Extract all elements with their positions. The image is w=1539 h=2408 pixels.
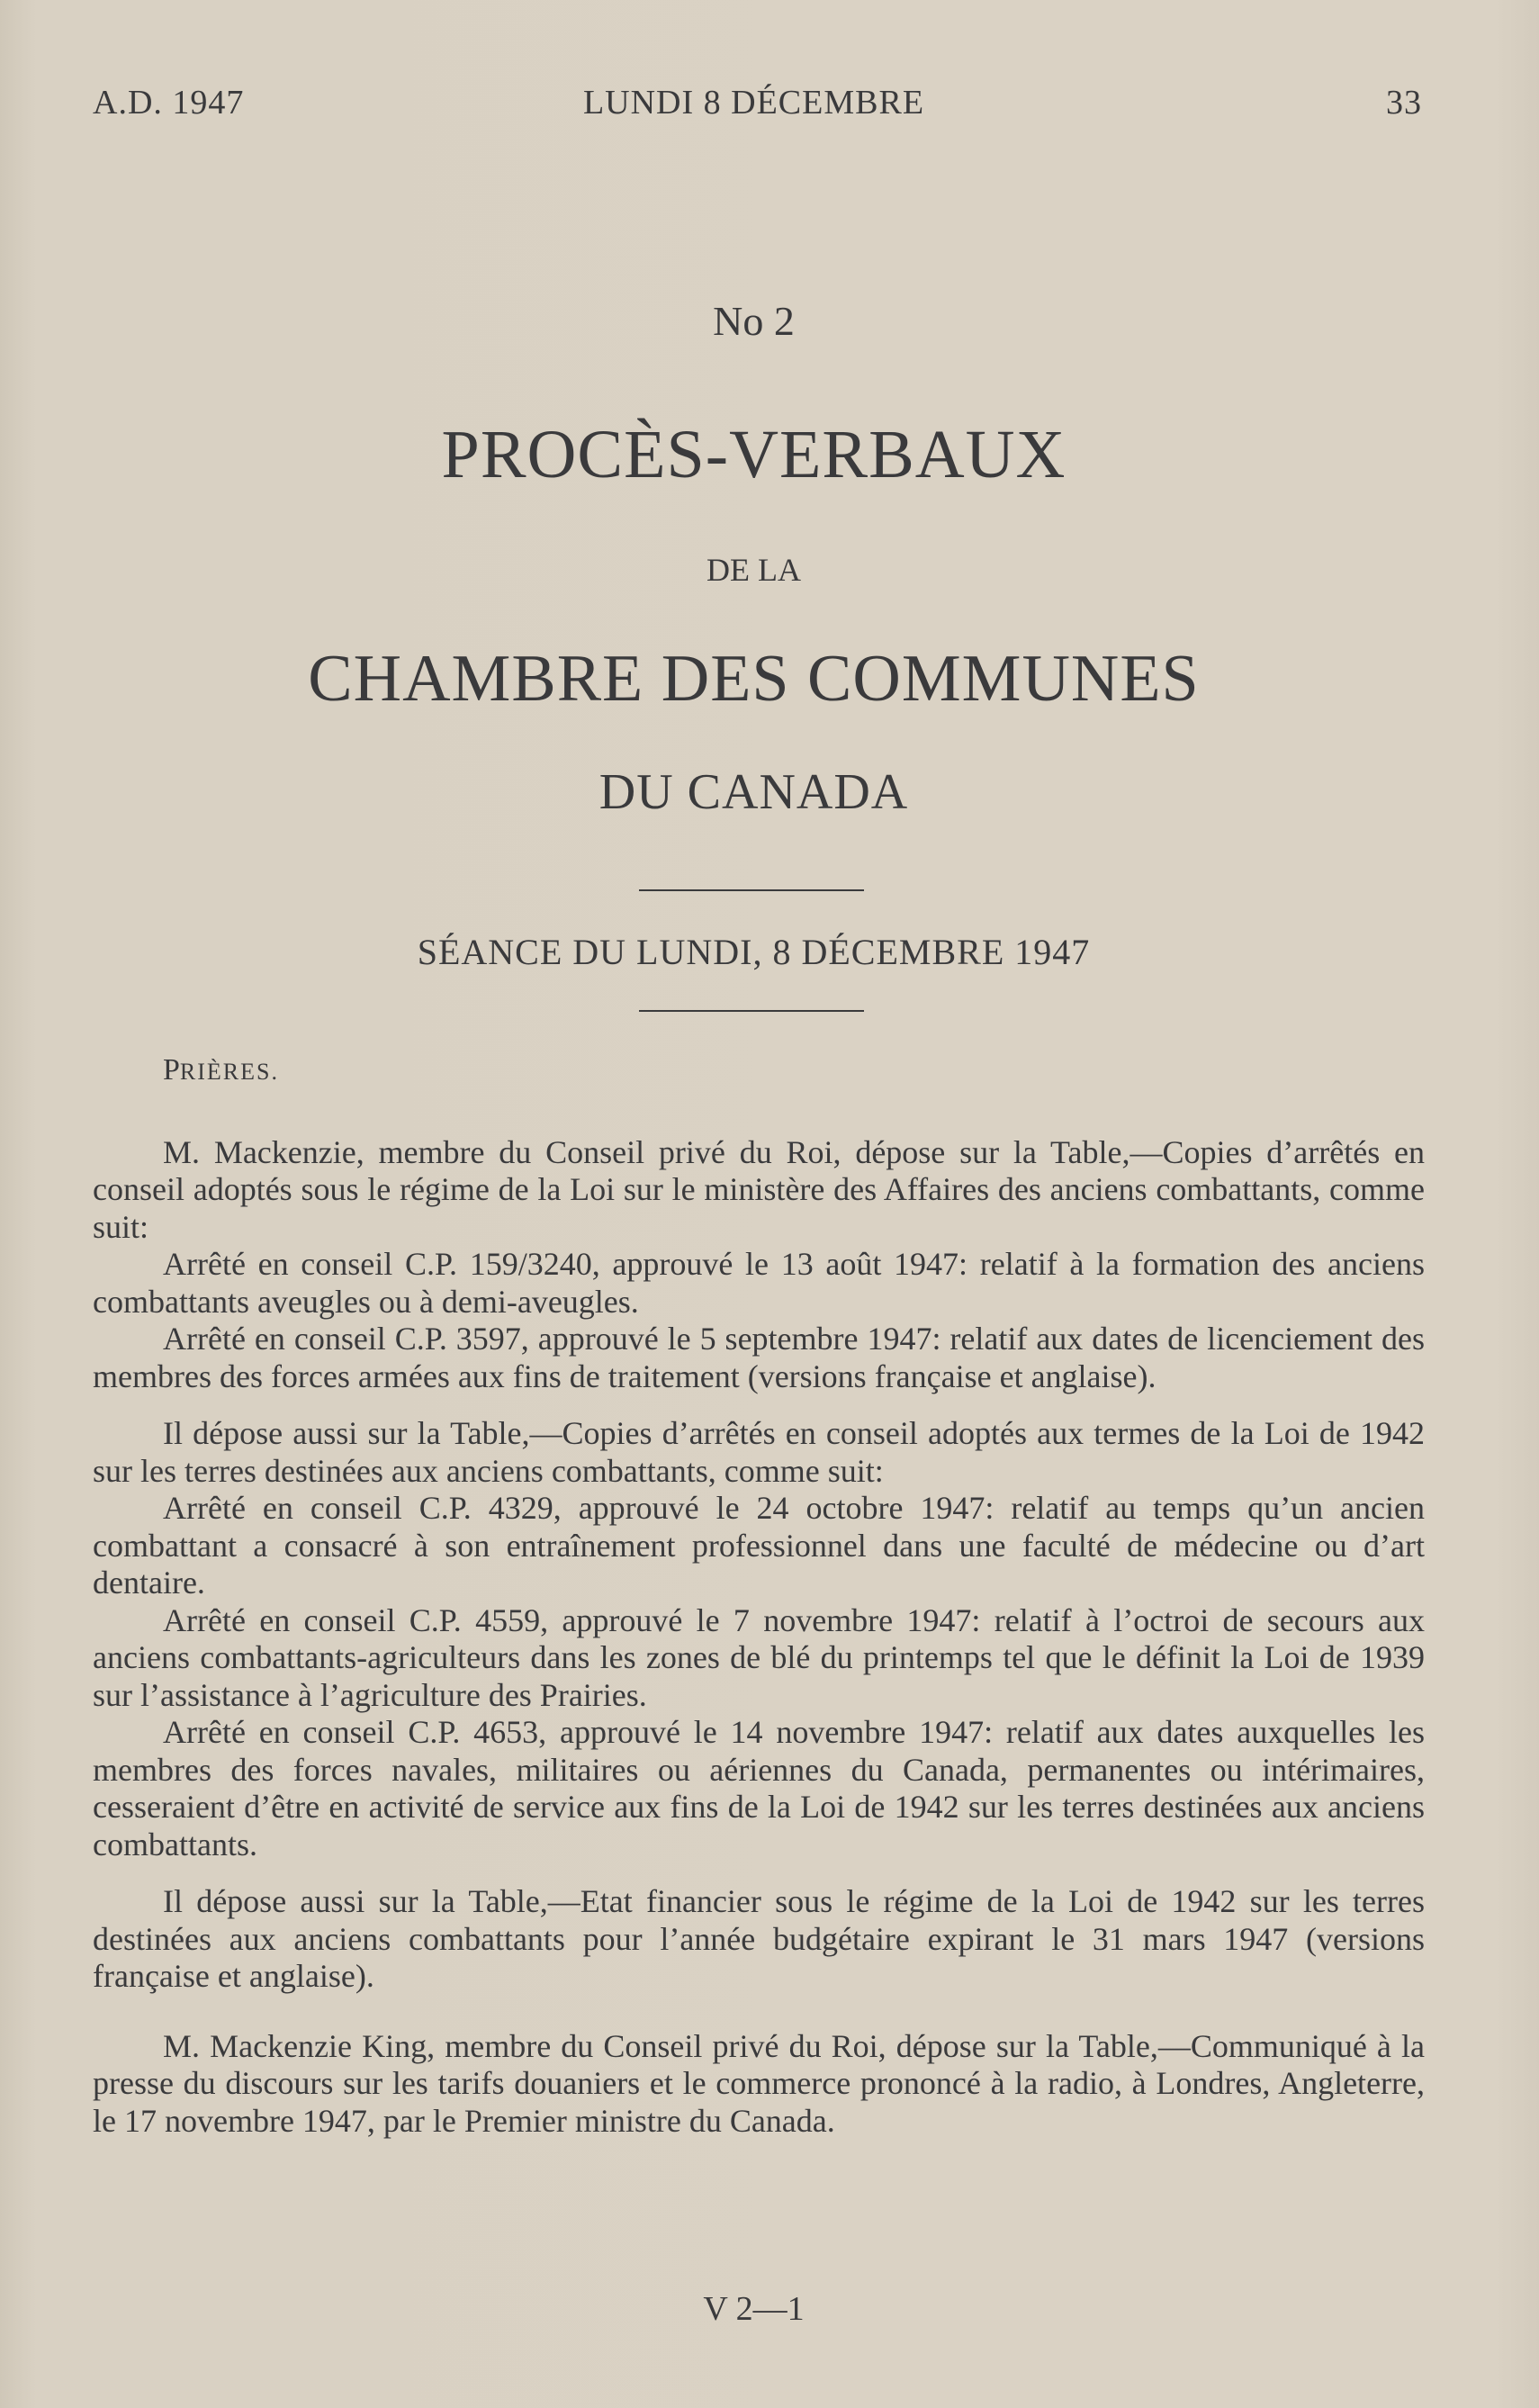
divider-bottom [639,1010,864,1012]
running-head-date: LUNDI 8 DÉCEMBRE [582,84,925,122]
house-name: CHAMBRE DES COMMUNES [308,642,1200,716]
running-head [0,83,1539,128]
journal-body [93,1051,1425,2140]
paragraph: Arrêté en conseil C.P. 4653, approuvé le 14 novembre 1947: relatif aux dates auxquelles les membres des forces navales, militaires ou aériennes du Canada, permanentes ou intérimaires, cesseraient d’être en activité de service aux fins de la Loi de 1942 sur les terres destinées aux anciens combattants. [93,1714,1425,1862]
signature-mark: V 2—1 [703,2290,805,2328]
page-number: 33 [1386,84,1422,122]
paragraph: Arrêté en conseil C.P. 159/3240, approuvé le 13 août 1947: relatif à la formation des anciens combattants aveugles ou à demi-aveugles. [93,1246,1425,1320]
issue-number: No 2 [713,298,795,344]
paragraph: Arrêté en conseil C.P. 4559, approuvé le 7 novembre 1947: relatif à l’octroi de secours aux anciens combattants-agriculteurs dans les zones de blé du printemps tel que le définit la Loi de 1939 sur l’assistance à l’agriculture des Prairies. [93,1601,1425,1713]
paragraph: M. Mackenzie, membre du Conseil privé du Roi, dépose sur la Table,—Copies d’arrêtés en conseil adoptés sous le régime de la Loi sur le ministère des Affaires des anciens combattants, comme suit: [93,1133,1425,1245]
divider-top [639,889,864,891]
paragraph: Arrêté en conseil C.P. 4329, approuvé le 24 octobre 1947: relatif au temps qu’un ancien combattant a consacré à son entraînement professionnel dans une faculté de médecine ou d’art dentaire. [93,1490,1425,1601]
prayers-heading: PRIÈRES. [163,1053,279,1087]
paragraph: Arrêté en conseil C.P. 3597, approuvé le 5 septembre 1947: relatif aux dates de licenciement des membres des forces armées aux fins de traitement (versions française et anglaise). [93,1321,1425,1394]
paragraph: M. Mackenzie King, membre du Conseil privé du Roi, dépose sur la Table,—Communiqué à la presse du discours sur les tarifs douaniers et le commerce prononcé à la radio, à Londres, Angleterre, le 17 novembre 1947, par le Premier ministre du Canada. [93,2027,1425,2139]
title-connector: DE LA [706,552,801,588]
page-title: PROCÈS-VERBAUX [441,417,1066,492]
running-head-year: A.D. 1947 [93,84,245,122]
country-name: DU CANADA [598,764,909,820]
sitting-heading: SÉANCE DU LUNDI, 8 DÉCEMBRE 1947 [417,932,1091,972]
paragraph: Il dépose aussi sur la Table,—Copies d’arrêtés en conseil adoptés aux termes de la Loi de 1942 sur les terres destinées aux anciens combattants, comme suit: [93,1415,1425,1489]
paragraph: Il dépose aussi sur la Table,—Etat financier sous le régime de la Loi de 1942 sur les terres destinées aux anciens combattants pour l’année budgétaire expirant le 31 mars 1947 (versions française et anglaise). [93,1883,1425,1994]
